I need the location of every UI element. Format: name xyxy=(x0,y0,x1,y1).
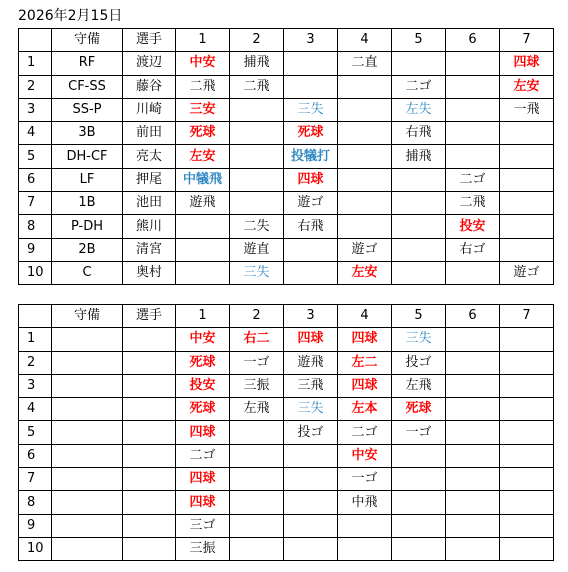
at-bat-result xyxy=(500,238,554,261)
at-bat-result: 左二 xyxy=(338,351,392,374)
at-bat-result xyxy=(446,398,500,421)
at-bat-result: 遊ゴ xyxy=(284,192,338,215)
at-bat-result xyxy=(284,52,338,75)
at-bat-result xyxy=(230,168,284,191)
at-bat-result xyxy=(500,398,554,421)
player-cell: 清宮 xyxy=(123,238,176,261)
table-row xyxy=(19,468,554,491)
position-cell xyxy=(52,328,123,351)
at-bat-result xyxy=(338,122,392,145)
at-bat-result: 一ゴ xyxy=(392,421,446,444)
at-bat-result: 右飛 xyxy=(392,122,446,145)
at-bat-result xyxy=(338,168,392,191)
at-bat-result xyxy=(392,192,446,215)
position-cell xyxy=(52,351,123,374)
position-cell: DH-CF xyxy=(52,145,123,168)
at-bat-result: 右飛 xyxy=(284,215,338,238)
batting-order: 5 xyxy=(19,421,52,444)
at-bat-result xyxy=(338,145,392,168)
position-cell xyxy=(52,421,123,444)
header-row xyxy=(19,305,554,328)
table-row xyxy=(19,491,554,514)
position-cell: 3B xyxy=(52,122,123,145)
player-cell: 池田 xyxy=(123,192,176,215)
at-bat-result xyxy=(392,52,446,75)
at-bat-result: 二ゴ xyxy=(446,168,500,191)
at-bat-result xyxy=(500,514,554,537)
at-bat-result xyxy=(392,444,446,467)
header-inning-6: 6 xyxy=(446,305,500,328)
at-bat-result xyxy=(230,122,284,145)
at-bat-result xyxy=(446,328,500,351)
player-cell: 川崎 xyxy=(123,98,176,121)
at-bat-result: 投安 xyxy=(446,215,500,238)
at-bat-result xyxy=(500,145,554,168)
position-cell: P-DH xyxy=(52,215,123,238)
table-row xyxy=(19,215,554,238)
at-bat-result: 四球 xyxy=(176,491,230,514)
header-no-cell xyxy=(19,29,52,52)
at-bat-result xyxy=(392,261,446,284)
player-cell: 藤谷 xyxy=(123,75,176,98)
at-bat-result: 遊直 xyxy=(230,238,284,261)
batting-order: 3 xyxy=(19,374,52,397)
at-bat-result: 投ゴ xyxy=(284,421,338,444)
at-bat-result: 二飛 xyxy=(446,192,500,215)
at-bat-result xyxy=(230,491,284,514)
at-bat-result xyxy=(446,421,500,444)
header-no-cell xyxy=(19,305,52,328)
batting-order: 4 xyxy=(19,398,52,421)
at-bat-result xyxy=(500,351,554,374)
at-bat-result: 左安 xyxy=(338,261,392,284)
batting-order: 9 xyxy=(19,514,52,537)
table-row xyxy=(19,444,554,467)
player-cell xyxy=(123,398,176,421)
at-bat-result xyxy=(230,537,284,560)
at-bat-result xyxy=(284,537,338,560)
position-cell: CF-SS xyxy=(52,75,123,98)
at-bat-result xyxy=(392,491,446,514)
header-inning-6: 6 xyxy=(446,29,500,52)
player-cell xyxy=(123,328,176,351)
batting-order: 1 xyxy=(19,328,52,351)
batting-order: 2 xyxy=(19,351,52,374)
at-bat-result: 左飛 xyxy=(230,398,284,421)
at-bat-result: 三失 xyxy=(284,98,338,121)
header-player: 選手 xyxy=(123,29,176,52)
position-cell: RF xyxy=(52,52,123,75)
at-bat-result: 遊飛 xyxy=(284,351,338,374)
table-row xyxy=(19,537,554,560)
batting-order: 7 xyxy=(19,192,52,215)
at-bat-result xyxy=(230,192,284,215)
position-cell: 1B xyxy=(52,192,123,215)
at-bat-result: 遊飛 xyxy=(176,192,230,215)
batting-order: 8 xyxy=(19,491,52,514)
at-bat-result xyxy=(284,444,338,467)
table-row xyxy=(19,98,554,121)
at-bat-result xyxy=(338,75,392,98)
at-bat-result: 中安 xyxy=(176,52,230,75)
at-bat-result xyxy=(284,261,338,284)
at-bat-result xyxy=(446,468,500,491)
at-bat-result: 二直 xyxy=(338,52,392,75)
batting-order: 6 xyxy=(19,168,52,191)
player-cell: 前田 xyxy=(123,122,176,145)
at-bat-result: 一飛 xyxy=(500,98,554,121)
at-bat-result: 死球 xyxy=(176,122,230,145)
at-bat-result: 死球 xyxy=(392,398,446,421)
at-bat-result: 二失 xyxy=(230,215,284,238)
at-bat-result: 三失 xyxy=(392,328,446,351)
at-bat-result: 三安 xyxy=(176,98,230,121)
table-row xyxy=(19,351,554,374)
player-cell: 押尾 xyxy=(123,168,176,191)
at-bat-result: 左失 xyxy=(392,98,446,121)
scoresheet-table-2 xyxy=(18,304,554,561)
at-bat-result xyxy=(446,52,500,75)
at-bat-result: 二ゴ xyxy=(392,75,446,98)
at-bat-result xyxy=(446,98,500,121)
at-bat-result xyxy=(392,514,446,537)
table-row xyxy=(19,328,554,351)
header-player: 選手 xyxy=(123,305,176,328)
at-bat-result xyxy=(284,514,338,537)
batting-order: 2 xyxy=(19,75,52,98)
batting-order: 4 xyxy=(19,122,52,145)
at-bat-result xyxy=(446,351,500,374)
at-bat-result: 三飛 xyxy=(284,374,338,397)
at-bat-result: 一ゴ xyxy=(230,351,284,374)
position-cell xyxy=(52,537,123,560)
at-bat-result xyxy=(446,444,500,467)
at-bat-result xyxy=(392,468,446,491)
at-bat-result: 四球 xyxy=(284,328,338,351)
at-bat-result: 捕飛 xyxy=(392,145,446,168)
position-cell: C xyxy=(52,261,123,284)
at-bat-result xyxy=(230,444,284,467)
player-cell xyxy=(123,351,176,374)
at-bat-result: 死球 xyxy=(176,351,230,374)
position-cell xyxy=(52,468,123,491)
scoresheet-table-1 xyxy=(18,28,554,285)
at-bat-result: 中犠飛 xyxy=(176,168,230,191)
at-bat-result xyxy=(500,374,554,397)
at-bat-result xyxy=(176,238,230,261)
batting-order: 10 xyxy=(19,537,52,560)
batting-order: 10 xyxy=(19,261,52,284)
at-bat-result: 遊ゴ xyxy=(338,238,392,261)
header-inning-5: 5 xyxy=(392,305,446,328)
at-bat-result: 中安 xyxy=(338,444,392,467)
at-bat-result xyxy=(500,468,554,491)
at-bat-result: 三失 xyxy=(230,261,284,284)
at-bat-result xyxy=(446,374,500,397)
table-row xyxy=(19,238,554,261)
player-cell: 熊川 xyxy=(123,215,176,238)
table-row xyxy=(19,421,554,444)
header-inning-5: 5 xyxy=(392,29,446,52)
header-inning-4: 4 xyxy=(338,29,392,52)
header-position: 守備 xyxy=(52,29,123,52)
table-row xyxy=(19,122,554,145)
player-cell xyxy=(123,421,176,444)
batting-order: 8 xyxy=(19,215,52,238)
player-cell xyxy=(123,374,176,397)
player-cell xyxy=(123,444,176,467)
player-cell: 亮太 xyxy=(123,145,176,168)
table-row xyxy=(19,145,554,168)
table-row xyxy=(19,192,554,215)
at-bat-result xyxy=(500,122,554,145)
at-bat-result: 左飛 xyxy=(392,374,446,397)
position-cell: SS-P xyxy=(52,98,123,121)
batting-order: 9 xyxy=(19,238,52,261)
at-bat-result xyxy=(446,261,500,284)
at-bat-result: 二ゴ xyxy=(176,444,230,467)
player-cell: 渡辺 xyxy=(123,52,176,75)
batting-order: 5 xyxy=(19,145,52,168)
at-bat-result: 四球 xyxy=(338,374,392,397)
header-inning-1: 1 xyxy=(176,29,230,52)
at-bat-result xyxy=(446,122,500,145)
table-row xyxy=(19,168,554,191)
player-cell xyxy=(123,514,176,537)
at-bat-result: 三失 xyxy=(284,398,338,421)
at-bat-result xyxy=(338,537,392,560)
table-row xyxy=(19,261,554,284)
at-bat-result xyxy=(284,491,338,514)
at-bat-result xyxy=(230,421,284,444)
header-inning-1: 1 xyxy=(176,305,230,328)
table-row xyxy=(19,75,554,98)
at-bat-result xyxy=(500,421,554,444)
at-bat-result xyxy=(392,238,446,261)
at-bat-result xyxy=(500,328,554,351)
at-bat-result xyxy=(230,98,284,121)
at-bat-result: 遊ゴ xyxy=(500,261,554,284)
position-cell xyxy=(52,398,123,421)
position-cell xyxy=(52,514,123,537)
at-bat-result xyxy=(392,215,446,238)
game-date: 2026年2月15日 xyxy=(18,8,123,24)
at-bat-result xyxy=(392,168,446,191)
at-bat-result xyxy=(338,514,392,537)
at-bat-result xyxy=(446,145,500,168)
at-bat-result: 左本 xyxy=(338,398,392,421)
batting-order: 7 xyxy=(19,468,52,491)
at-bat-result xyxy=(500,491,554,514)
at-bat-result: 三振 xyxy=(176,537,230,560)
at-bat-result xyxy=(446,537,500,560)
at-bat-result: 右二 xyxy=(230,328,284,351)
at-bat-result: 三振 xyxy=(230,374,284,397)
table-row xyxy=(19,52,554,75)
batting-order: 1 xyxy=(19,52,52,75)
at-bat-result xyxy=(338,192,392,215)
at-bat-result: 中安 xyxy=(176,328,230,351)
at-bat-result: 左安 xyxy=(176,145,230,168)
at-bat-result xyxy=(500,537,554,560)
at-bat-result xyxy=(230,145,284,168)
player-cell xyxy=(123,537,176,560)
at-bat-result xyxy=(500,215,554,238)
at-bat-result: 二飛 xyxy=(230,75,284,98)
header-inning-4: 4 xyxy=(338,305,392,328)
at-bat-result: 二ゴ xyxy=(338,421,392,444)
batting-order: 6 xyxy=(19,444,52,467)
position-cell xyxy=(52,491,123,514)
position-cell: 2B xyxy=(52,238,123,261)
at-bat-result xyxy=(284,238,338,261)
header-inning-3: 3 xyxy=(284,29,338,52)
at-bat-result: 右ゴ xyxy=(446,238,500,261)
at-bat-result: 三ゴ xyxy=(176,514,230,537)
header-inning-7: 7 xyxy=(500,29,554,52)
at-bat-result xyxy=(500,192,554,215)
at-bat-result: 四球 xyxy=(176,468,230,491)
header-inning-2: 2 xyxy=(230,29,284,52)
at-bat-result: 二飛 xyxy=(176,75,230,98)
at-bat-result: 投安 xyxy=(176,374,230,397)
at-bat-result xyxy=(446,75,500,98)
at-bat-result: 死球 xyxy=(284,122,338,145)
at-bat-result xyxy=(338,98,392,121)
at-bat-result xyxy=(338,215,392,238)
at-bat-result xyxy=(230,468,284,491)
at-bat-result: 捕飛 xyxy=(230,52,284,75)
player-cell: 奥村 xyxy=(123,261,176,284)
at-bat-result: 四球 xyxy=(338,328,392,351)
at-bat-result: 投ゴ xyxy=(392,351,446,374)
at-bat-result xyxy=(500,444,554,467)
table-row xyxy=(19,398,554,421)
at-bat-result: 中飛 xyxy=(338,491,392,514)
header-inning-7: 7 xyxy=(500,305,554,328)
at-bat-result xyxy=(230,514,284,537)
position-cell xyxy=(52,374,123,397)
player-cell xyxy=(123,491,176,514)
header-position: 守備 xyxy=(52,305,123,328)
at-bat-result xyxy=(284,468,338,491)
player-cell xyxy=(123,468,176,491)
at-bat-result: 四球 xyxy=(176,421,230,444)
batting-order: 3 xyxy=(19,98,52,121)
at-bat-result xyxy=(176,215,230,238)
at-bat-result xyxy=(500,168,554,191)
header-row xyxy=(19,29,554,52)
at-bat-result: 四球 xyxy=(284,168,338,191)
header-inning-2: 2 xyxy=(230,305,284,328)
at-bat-result xyxy=(392,537,446,560)
at-bat-result: 投犠打 xyxy=(284,145,338,168)
at-bat-result xyxy=(446,491,500,514)
position-cell: LF xyxy=(52,168,123,191)
at-bat-result: 死球 xyxy=(176,398,230,421)
position-cell xyxy=(52,444,123,467)
at-bat-result: 四球 xyxy=(500,52,554,75)
at-bat-result xyxy=(176,261,230,284)
table-row xyxy=(19,374,554,397)
table-row xyxy=(19,514,554,537)
at-bat-result xyxy=(446,514,500,537)
at-bat-result: 左安 xyxy=(500,75,554,98)
at-bat-result xyxy=(284,75,338,98)
header-inning-3: 3 xyxy=(284,305,338,328)
at-bat-result: 一ゴ xyxy=(338,468,392,491)
